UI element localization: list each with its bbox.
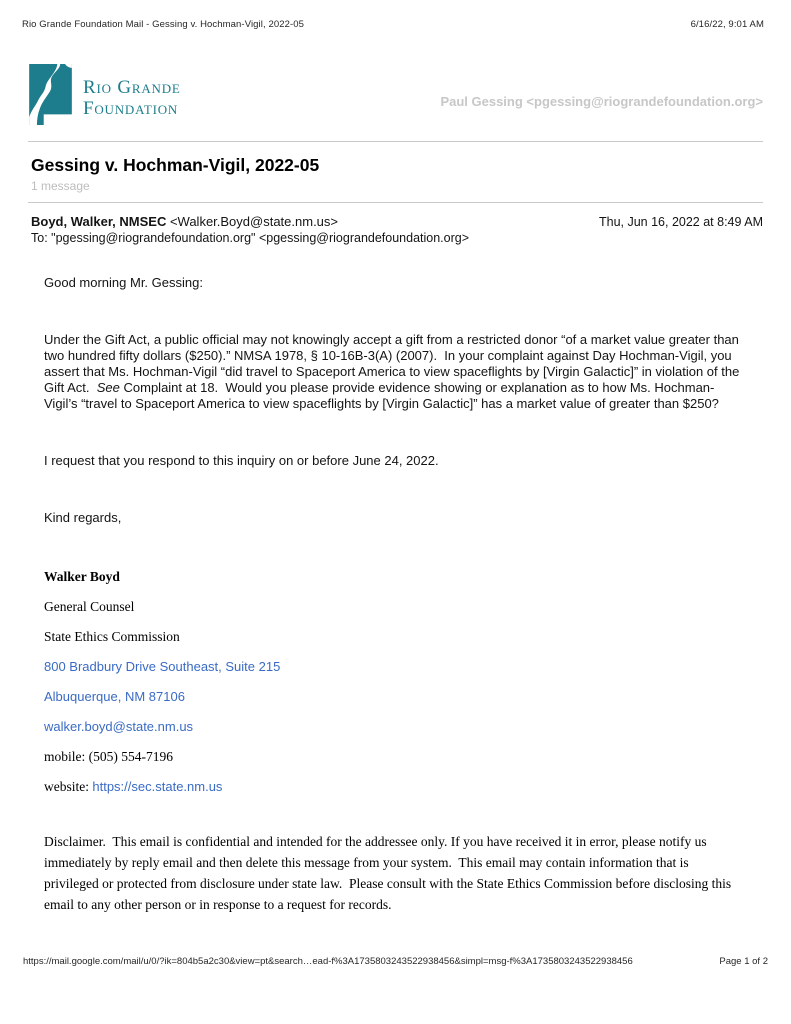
signature-name: Walker Boyd <box>44 569 120 584</box>
print-footer-page-number: Page 1 of 2 <box>719 956 768 967</box>
signature-org: State Ethics Commission <box>44 629 180 644</box>
print-footer-url: https://mail.google.com/mail/u/0/?ik=804b5a2c30&view=pt&search…ead-f%3A1735803243522938456&simpl=msg-f%3A1735803243522938456 <box>23 956 633 967</box>
message-header <box>31 214 763 229</box>
signature-website <box>44 779 746 795</box>
logo-wordmark-line1: Rio Grande <box>83 76 181 98</box>
gift-act-text-1: Under the Gift Act, a public official may not knowingly accept a gift from a restricted donor “of a market value greater than two hundred fifty dollars ($250).” NMSA 1978, § 10-16B-3(A) (2007). In your complaint against Day Hochman-Vigil, you assert that Ms. Hochman-Vigil “did travel to Spaceport America to view spaceflights by [Virgin Galactic]” in violation of the Gift Act. <box>44 332 743 395</box>
signature-block <box>44 569 746 795</box>
closing-paragraph: Kind regards, <box>44 510 122 525</box>
logo-wordmark <box>83 77 181 119</box>
new-mexico-river-logo-icon <box>28 63 73 132</box>
message-count: 1 message <box>31 179 90 193</box>
address-line1-link[interactable]: 800 Bradbury Drive Southeast, Suite 215 <box>44 659 281 674</box>
divider-thread <box>28 202 763 203</box>
greeting-paragraph: Good morning Mr. Gessing: <box>44 275 203 290</box>
website-link[interactable]: https://sec.state.nm.us <box>92 779 223 794</box>
see-citation: See <box>96 380 120 395</box>
message-body <box>44 275 746 526</box>
print-header-title: Rio Grande Foundation Mail - Gessing v. Hochman-Vigil, 2022-05 <box>22 19 305 30</box>
signature-email-link[interactable]: walker.boyd@state.nm.us <box>44 719 194 734</box>
sender-name: Boyd, Walker, NMSEC <box>31 214 167 229</box>
gift-act-text-2: Complaint at 18. Would you please provide evidence showing or explanation as to how Ms. Hochman-Vigil’s “travel to Spaceport America to view spaceflights by [Virgin Galactic]” has a market value of greater than $250? <box>44 380 719 411</box>
website-label: website: <box>44 779 93 794</box>
message-from <box>31 214 338 229</box>
request-paragraph: I request that you respond to this inquiry on or before June 24, 2022. <box>44 453 439 468</box>
disclaimer-text: Disclaimer. This email is confidential and intended for the addressee only. If you have received it in error, please notify us immediately by reply email and then delete this message from your system. This email may contain information that is privileged or protected from disclosure under state law. Please consult with the State Ethics Commission before disclosing this email to any other person or in response to a request for records. <box>44 834 735 912</box>
thread-subject: Gessing v. Hochman-Vigil, 2022-05 <box>31 155 320 175</box>
address-line2-link[interactable]: Albuquerque, NM 87106 <box>44 689 185 704</box>
sender-email: <Walker.Boyd@state.nm.us> <box>166 214 339 229</box>
print-header <box>0 0 791 30</box>
message-date: Thu, Jun 16, 2022 at 8:49 AM <box>598 215 763 229</box>
brand-row <box>28 63 763 132</box>
print-footer <box>23 956 768 967</box>
divider-top <box>28 141 763 142</box>
signature-mobile: mobile: (505) 554-7196 <box>44 749 173 764</box>
print-header-datetime: 6/16/22, 9:01 AM <box>690 19 764 30</box>
gift-act-paragraph <box>44 332 746 412</box>
message-to: To: "pgessing@riograndefoundation.org" <pgessing@riograndefoundation.org> <box>31 231 470 245</box>
logo-wordmark-line2: Foundation <box>83 97 179 119</box>
rio-grande-foundation-logo <box>28 63 181 132</box>
signature-title: General Counsel <box>44 599 135 614</box>
account-identity: Paul Gessing <pgessing@riograndefoundation.org> <box>440 94 763 109</box>
